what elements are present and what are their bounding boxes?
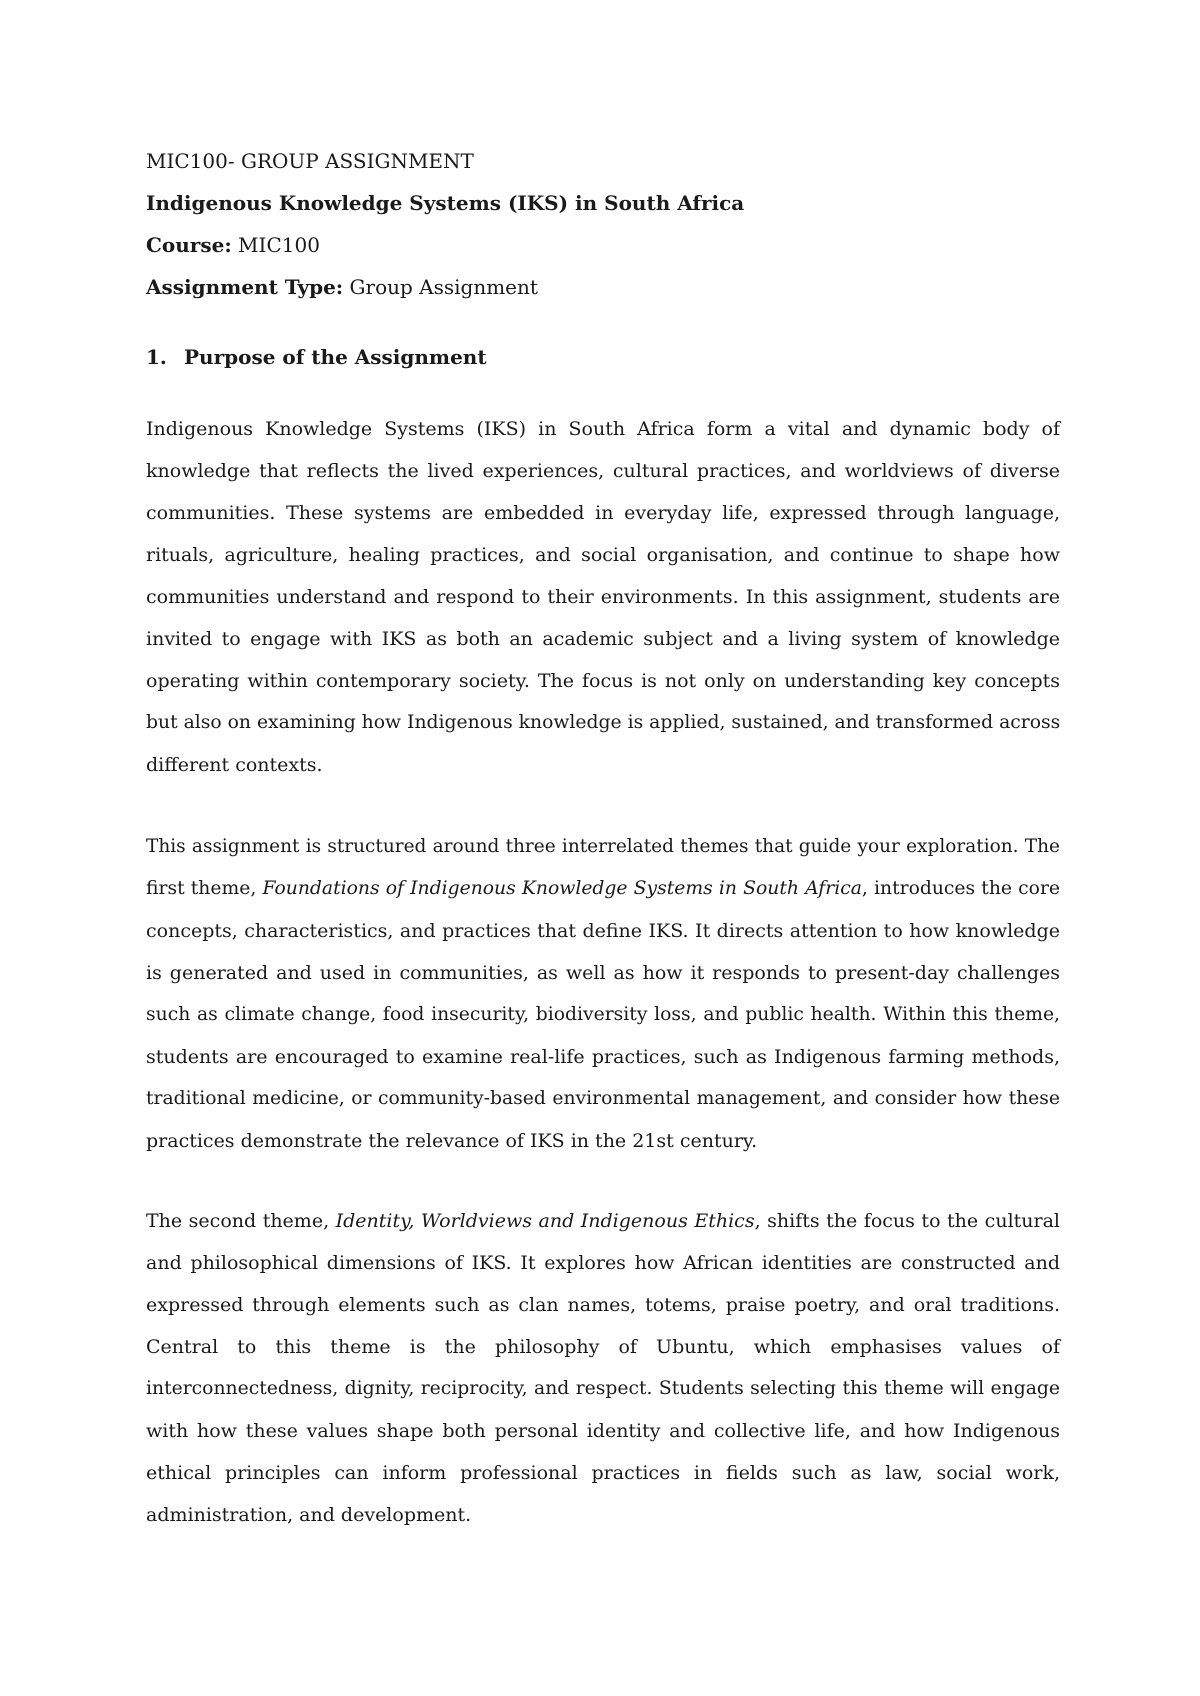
paragraph-second-theme bbox=[146, 1200, 1060, 1536]
text-run: The second theme, bbox=[146, 1210, 336, 1232]
paragraph-line bbox=[146, 868, 1060, 910]
paragraph-line: but also on examining how Indigenous knowledge is applied, sustained, and transformed across bbox=[146, 712, 1061, 733]
paragraph-line: is generated and used in communities, as well as how it responds to present-day challenges bbox=[146, 962, 1060, 984]
text-run: , shifts the focus to the cultural bbox=[754, 1210, 1060, 1232]
assignment-type-label: Assignment Type: bbox=[146, 275, 344, 299]
paragraph-line: Central to this theme is the philosophy of Ubuntu, which emphasises values of bbox=[146, 1336, 1060, 1358]
theme-two-title: Identity, Worldviews and Indigenous Ethics bbox=[335, 1210, 755, 1232]
text-run: , introduces the core bbox=[861, 878, 1061, 899]
paragraph-line: traditional medicine, or community-based environmental management, and consider how these bbox=[146, 1088, 1060, 1109]
section-title: Purpose of the Assignment bbox=[184, 345, 487, 369]
paragraph-line: with how these values shape both personal identity and collective life, and how Indigenous bbox=[146, 1420, 1060, 1442]
paragraph-line: Indigenous Knowledge Systems (IKS) in South Africa form a vital and dynamic body of bbox=[146, 418, 1060, 440]
document-title: MIC100- GROUP ASSIGNMENT bbox=[146, 149, 474, 173]
paragraph-line: and philosophical dimensions of IKS. It explores how African identities are constructed and bbox=[146, 1252, 1060, 1274]
paragraph-line: communities. These systems are embedded in everyday life, expressed through language, bbox=[146, 502, 1060, 524]
paragraph-line: different contexts. bbox=[146, 754, 323, 776]
section-number: 1. bbox=[146, 345, 167, 369]
paragraph-line: rituals, agriculture, healing practices, and social organisation, and continue to shape how bbox=[146, 544, 1060, 566]
paragraph-line: interconnectedness, dignity, reciprocity, and respect. Students selecting this theme will engage bbox=[146, 1378, 1060, 1399]
course-value: MIC100 bbox=[231, 233, 320, 257]
paragraph-line: students are encouraged to examine real-life practices, such as Indigenous farming methods, bbox=[146, 1046, 1060, 1068]
assignment-type-line bbox=[146, 274, 538, 300]
paragraph-themes bbox=[146, 826, 1060, 1162]
paragraph-line: expressed through elements such as clan names, totems, praise poetry, and oral traditions. bbox=[146, 1294, 1060, 1316]
paragraph-line: This assignment is structured around three interrelated themes that guide your exploration. The bbox=[146, 836, 1060, 857]
paragraph-line: knowledge that reflects the lived experiences, cultural practices, and worldviews of diverse bbox=[146, 460, 1060, 482]
paragraph-line: practices demonstrate the relevance of IKS in the 21st century. bbox=[146, 1130, 758, 1152]
paragraph-line bbox=[146, 1200, 1060, 1242]
paragraph-line: such as climate change, food insecurity, biodiversity loss, and public health. Within this theme, bbox=[146, 1004, 1060, 1025]
theme-one-title: Foundations of Indigenous Knowledge Systems in South Africa bbox=[262, 878, 862, 899]
paragraph-line: invited to engage with IKS as both an academic subject and a living system of knowledge bbox=[146, 628, 1060, 650]
course-label: Course: bbox=[146, 233, 232, 257]
paragraph-line: administration, and development. bbox=[146, 1504, 472, 1526]
course-line bbox=[146, 232, 320, 258]
paragraph-purpose bbox=[146, 408, 1060, 786]
paragraph-line: operating within contemporary society. The focus is not only on understanding key concepts bbox=[146, 670, 1060, 692]
assignment-type-value: Group Assignment bbox=[343, 275, 538, 299]
document-subtitle: Indigenous Knowledge Systems (IKS) in South Africa bbox=[146, 191, 745, 215]
paragraph-line: concepts, characteristics, and practices that define IKS. It directs attention to how knowledge bbox=[146, 920, 1060, 942]
paragraph-line: ethical principles can inform professional practices in fields such as law, social work, bbox=[146, 1462, 1060, 1484]
paragraph-line: communities understand and respond to their environments. In this assignment, students are bbox=[146, 586, 1060, 608]
section-heading bbox=[146, 344, 487, 370]
text-run: first theme, bbox=[146, 878, 263, 899]
